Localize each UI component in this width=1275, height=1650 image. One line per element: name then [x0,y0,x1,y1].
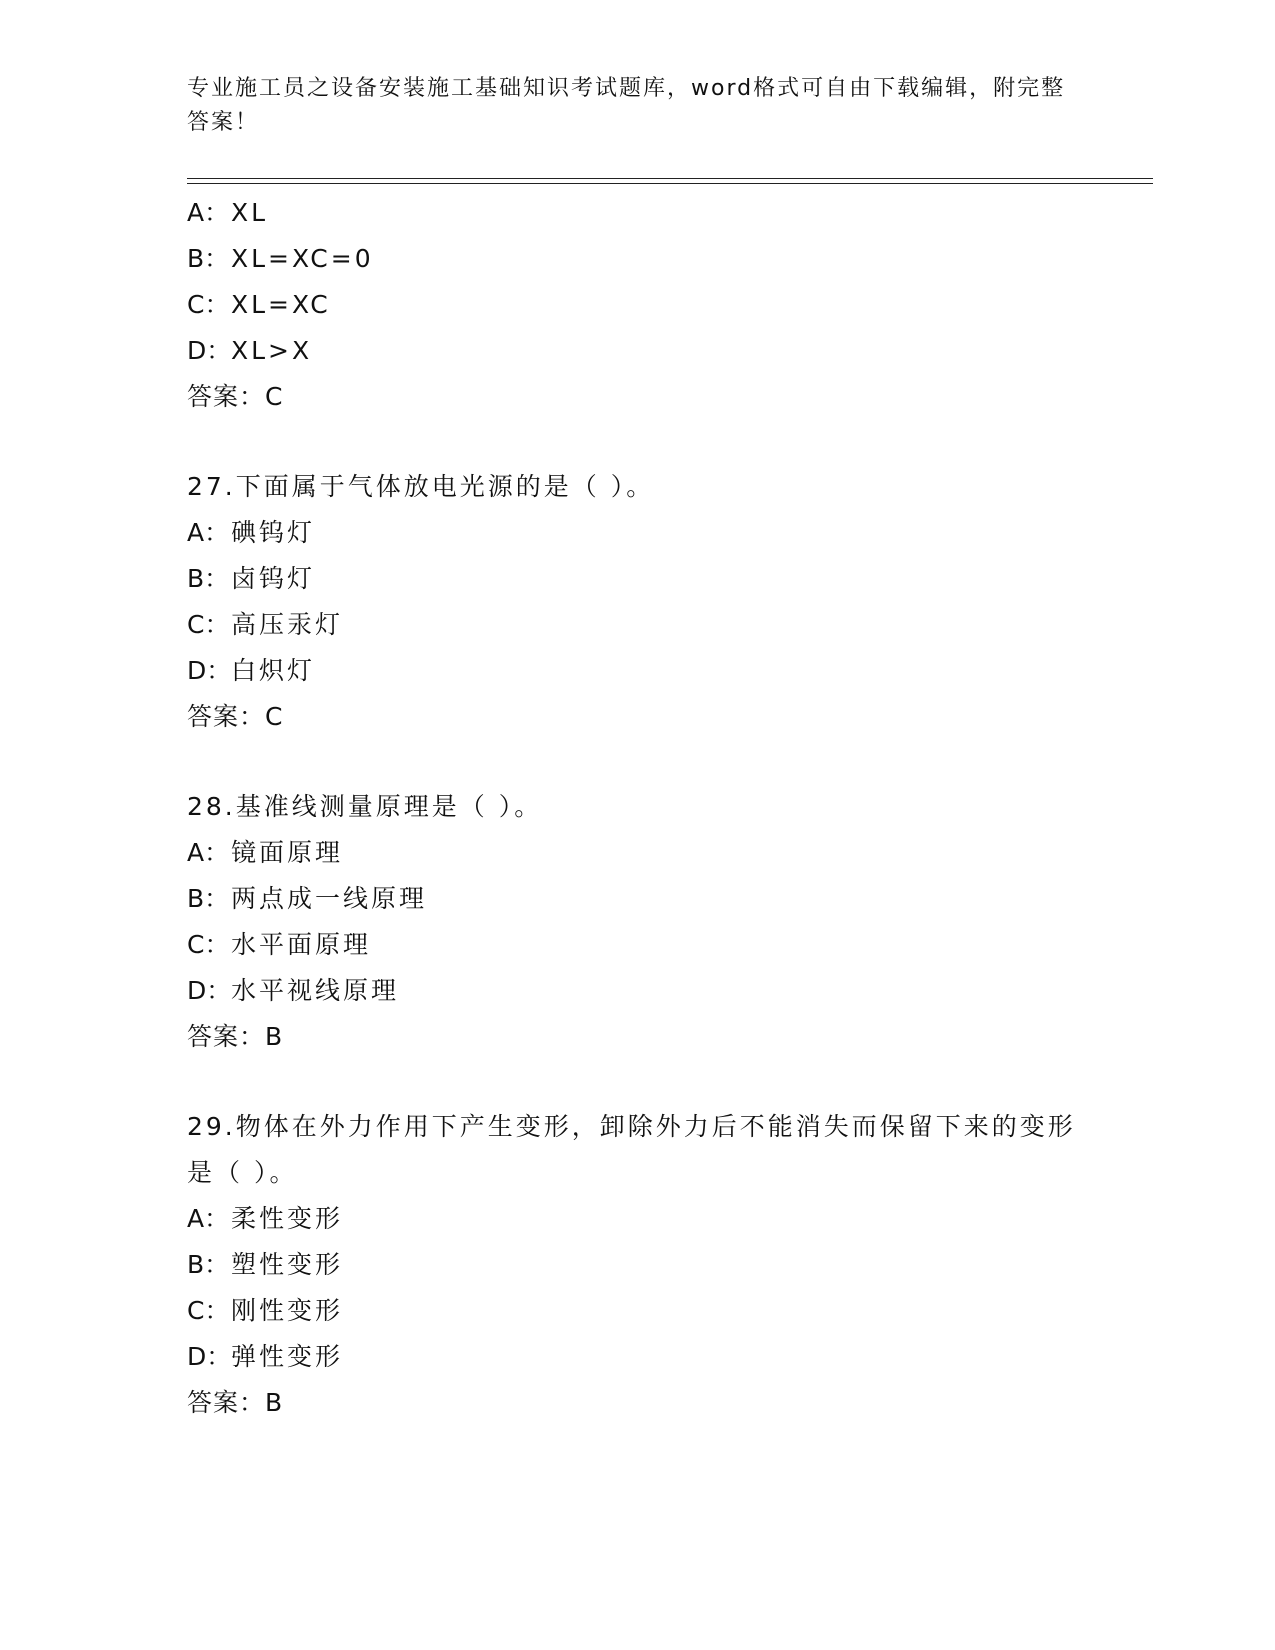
option-c [187,282,1087,328]
option-text: 碘钨灯 [231,518,316,547]
option-b [187,236,1087,282]
option-key: C： [187,930,230,959]
option-d [187,1334,1087,1380]
option-text: 刚性变形 [231,1296,344,1325]
option-b [187,1242,1087,1288]
question-list [187,190,1087,1426]
answer-line: 答案：C [187,382,284,411]
option-key: B： [187,244,230,273]
option-text: 镜面原理 [231,838,344,867]
option-a [187,190,1087,236]
header-divider-top [187,178,1153,179]
header-divider-bottom [187,183,1153,184]
option-text: 柔性变形 [231,1204,344,1233]
option-d [187,968,1087,1014]
option-key: D： [187,976,232,1005]
option-key: C： [187,610,230,639]
option-c [187,602,1087,648]
option-text: 高压汞灯 [231,610,344,639]
option-text: XL [231,198,269,227]
option-text: 塑性变形 [231,1250,344,1279]
option-key: D： [187,1342,232,1371]
option-text: 水平面原理 [231,930,372,959]
option-a [187,830,1087,876]
option-d [187,648,1087,694]
option-text: 卤钨灯 [231,564,316,593]
option-key: A： [187,838,230,867]
option-key: A： [187,1204,230,1233]
option-key: C： [187,1296,230,1325]
option-key: B： [187,884,230,913]
option-key: D： [187,656,232,685]
option-key: D： [187,336,232,365]
option-d [187,328,1087,374]
question-27 [187,464,1087,740]
question-continued [187,190,1087,420]
option-b [187,876,1087,922]
option-c [187,1288,1087,1334]
answer-line: 答案：B [187,1388,284,1417]
option-key: B： [187,1250,230,1279]
option-text: 两点成一线原理 [231,884,428,913]
option-a [187,1196,1087,1242]
question-stem: 28.基准线测量原理是（ ）。 [187,792,543,821]
option-key: A： [187,198,230,227]
question-29 [187,1104,1087,1426]
option-text: XL>X [231,336,313,365]
answer-line: 答案：C [187,702,284,731]
option-key: A： [187,518,230,547]
page-header: 专业施工员之设备安装施工基础知识考试题库，word格式可自由下载编辑，附完整答案！ [187,76,1066,135]
option-c [187,922,1087,968]
option-text: 白炽灯 [231,656,316,685]
option-a [187,510,1087,556]
option-text: 水平视线原理 [231,976,400,1005]
option-text: XL=XC [231,290,331,319]
option-text: 弹性变形 [231,1342,344,1371]
option-key: B： [187,564,230,593]
answer-line: 答案：B [187,1022,284,1051]
question-stem: 27.下面属于气体放电光源的是（ ）。 [187,472,655,501]
option-b [187,556,1087,602]
option-text: XL=XC=0 [231,244,374,273]
option-key: C： [187,290,230,319]
question-28 [187,784,1087,1060]
question-stem: 29.物体在外力作用下产生变形，卸除外力后不能消失而保留下来的变形是（ ）。 [187,1112,1076,1187]
